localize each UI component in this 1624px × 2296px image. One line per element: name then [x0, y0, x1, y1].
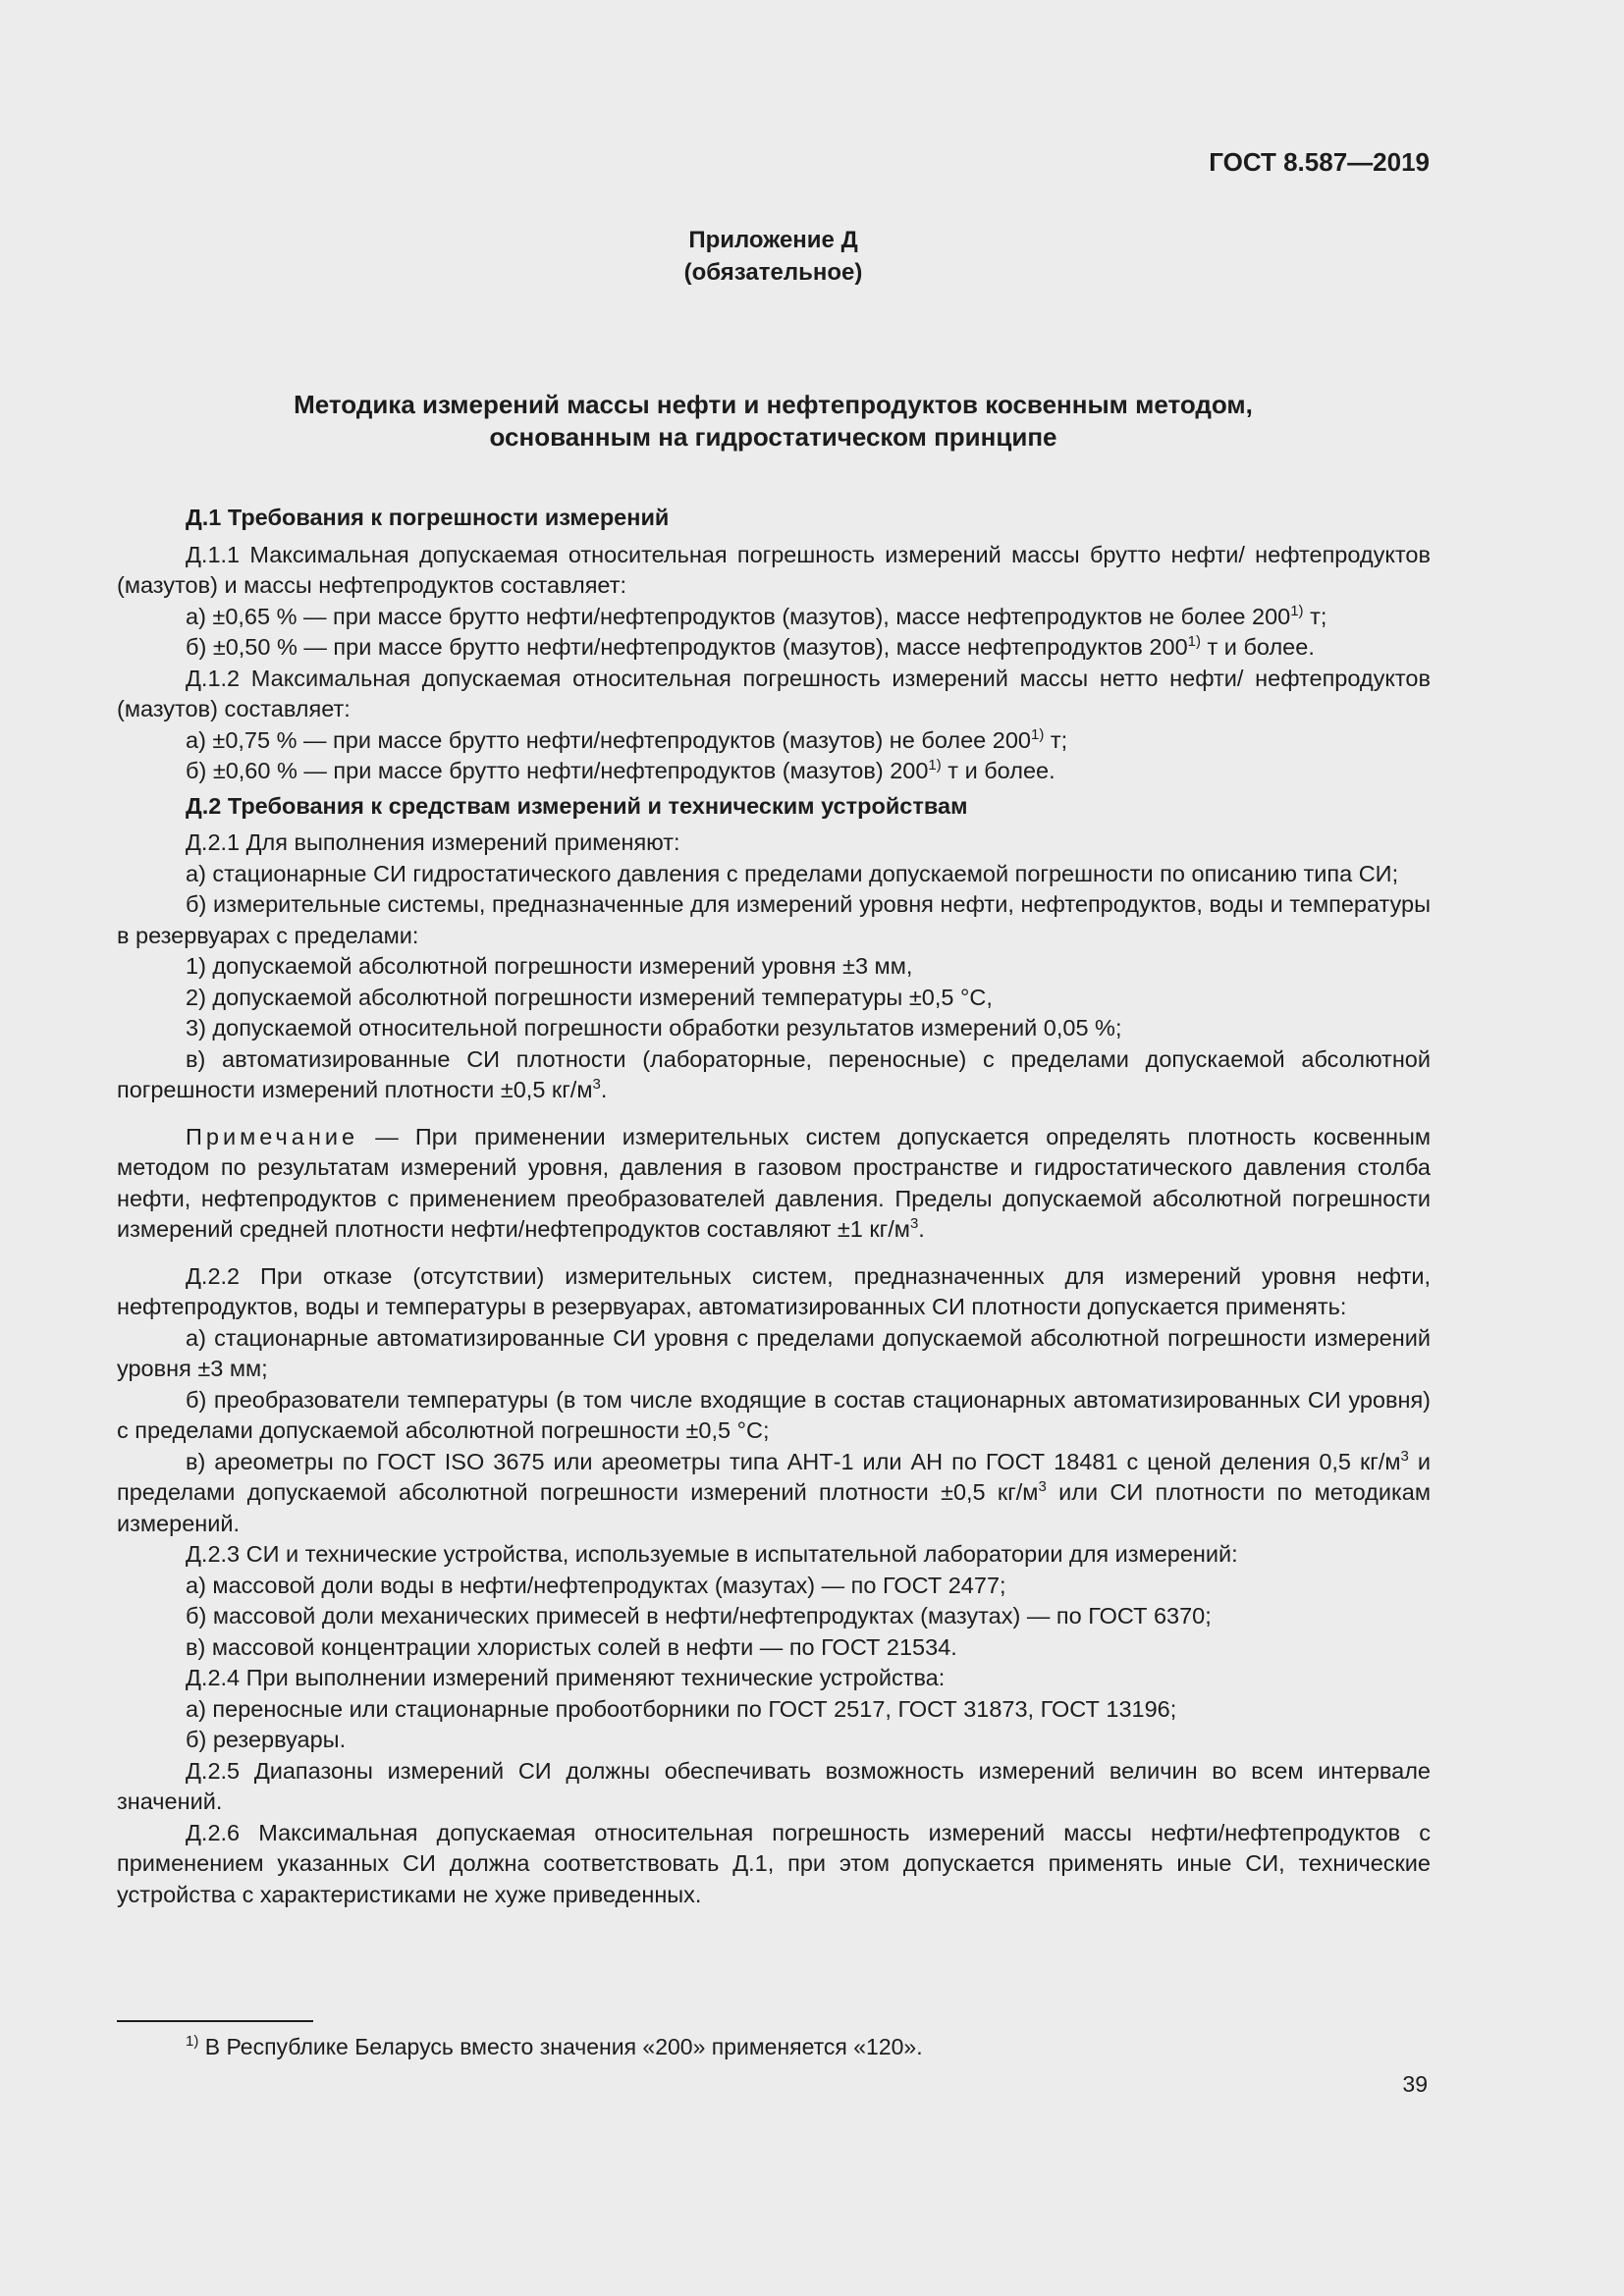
list-item-d221b: б) измерительные системы, предназначенные для измерений уровня нефти, нефтепродуктов, воды и температуры в резервуарах с пределами: [117, 891, 1431, 948]
paragraph-d225: Д.2.5 Диапазоны измерений СИ должны обеспечивать возможность измерений величин во всем интервале значений. [117, 1757, 1431, 1814]
list-item-d223a: а) массовой доли воды в нефти/нефтепродуктах (мазутах) — по ГОСТ 2477; [186, 1572, 1006, 1598]
note-paragraph: Примечание — При применении измерительных систем допускается определять плотность косвенным методом по результатам измерений уровня, давления в газовом пространстве и гидростатического давления столба нефти, нефтепродуктов с применением преобразователей давления. Пределы допускаемой абсолютной погрешности измерений средней плотности нефти/нефтепродуктов составляют ±1 $кг/м^3$. [117, 1123, 1431, 1242]
note-label: Примечание [186, 1123, 359, 1149]
paragraph-d224: Д.2.4 При выполнении измерений применяют технические устройства: [186, 1665, 946, 1690]
footnote-text: В Республике Беларусь вместо значения «200» применяется «120». [198, 2034, 923, 2059]
paragraph-d221: Д.2.1 Для выполнения измерений применяют: [186, 829, 680, 855]
paragraph-d111: Д.1.1 Максимальная допускаемая относительная погрешность измерений массы брутто нефти/ нефтепродуктов (мазутов) и массы нефтепродуктов составляет: [117, 541, 1431, 598]
paragraph-d226: Д.2.6 Максимальная допускаемая относительная погрешность измерений массы нефти/нефтепродуктов с применением указанных СИ должна соответствовать Д.1, при этом допускается применять иные СИ, технические устройства с характеристиками не хуже приведенных. [117, 1819, 1431, 1907]
page-number: 39 [1402, 2071, 1428, 2097]
document-title-line2: основанным на гидростатическом принципе [489, 422, 1057, 452]
appendix-title: Приложение Д [688, 227, 858, 253]
list-item-d222a: а) стационарные автоматизированные СИ уровня с пределами допускаемой абсолютной погрешности измерений уровня ±3 мм; [117, 1324, 1431, 1381]
paragraph-d222: Д.2.2 При отказе (отсутствии) измерительных систем, предназначенных для измерений уровня нефти, нефтепродуктов, воды и температуры в резервуарах, автоматизированных СИ плотности допускается применять: [117, 1262, 1431, 1319]
list-item-d221v: в) автоматизированные СИ плотности (лабораторные, переносные) с пределами допускаемой абсолютной погрешности измерений плотности ±0,5 $кг/м^3$. [117, 1045, 1431, 1102]
list-item-d222b: б) преобразователи температуры (в том числе входящие в состав стационарных автоматизированных СИ уровня) с пределами допускаемой абсолютной погрешности ±0,5 °С; [117, 1386, 1431, 1443]
paragraph-d112: Д.1.2 Максимальная допускаемая относительная погрешность измерений массы нетто нефти/ нефтепродуктов (мазутов) составляет: [117, 665, 1431, 721]
list-item-d112b: б) ±0,60 % — при массе брутто нефти/нефтепродуктов (мазутов) 200$^{1)}$ т и более. [186, 757, 1056, 783]
paragraph-d223: Д.2.3 СИ и технические устройства, используемые в испытательной лаборатории для измерений: [186, 1541, 1238, 1567]
footnote-ref: 1) [1187, 633, 1201, 650]
list-item-d224a: а) переносные или стационарные пробоотборники по ГОСТ 2517, ГОСТ 31873, ГОСТ 13196; [186, 1695, 1177, 1722]
list-item-d111a: а) ±0,65 % — при массе брутто нефти/нефтепродуктов (мазутов), массе нефтепродуктов не более 200$^{1)}$ т; [186, 602, 1327, 629]
list-item-d224b: б) резервуары. [186, 1727, 347, 1752]
footnote [186, 2032, 923, 2062]
list-item-d221a: а) стационарные СИ гидростатического давления с пределами допускаемой погрешности по описанию типа СИ; [186, 860, 1399, 886]
footnote-ref: 1) [928, 757, 942, 774]
appendix-type: (обязательное) [683, 259, 863, 286]
document-title-line1: Методика измерений массы нефти и нефтепродуктов косвенным методом, [294, 390, 1253, 419]
list-item-d223v: в) массовой концентрации хлористых солей в нефти — по ГОСТ 21534. [186, 1633, 957, 1660]
footnote-ref: 1) [1290, 602, 1304, 619]
list-item-d111b: б) ±0,50 % — при массе брутто нефти/нефтепродуктов (мазутов), массе нефтепродуктов 200$^{1)}$ т и более. [186, 633, 1315, 660]
document-title [0, 389, 1546, 454]
footnote-mark: 1) [186, 2033, 199, 2050]
footnote-ref: 1) [1031, 725, 1045, 743]
list-item-d222v: в) ареометры по ГОСТ ISO 3675 или ареометры типа АНТ-1 или АН по ГОСТ 18481 с ценой деления 0,5 $кг/м^3$ и пределами допускаемой абсолютной погрешности измерений плотности ±0,5 $кг/м^3$ или СИ плотности по методикам измерений. [117, 1447, 1432, 1536]
standard-number: ГОСТ 8.587—2019 [1209, 147, 1430, 177]
appendix-heading [0, 224, 1546, 289]
document-body [117, 499, 1431, 1910]
list-item-d223b: б) массовой доли механических примесей в нефти/нефтепродуктах (мазутах) — по ГОСТ 6370; [186, 1603, 1212, 1629]
list-item-d221b1: 1) допускаемой абсолютной погрешности измерений уровня ±3 мм, [186, 953, 913, 979]
section-heading-d2: Д.2 Требования к средствам измерений и техническим устройствам [186, 792, 968, 819]
list-item-d221b3: 3) допускаемой относительной погрешности обработки результатов измерений 0,05 %; [186, 1015, 1122, 1041]
list-item-d112a: а) ±0,75 % — при массе брутто нефти/нефтепродуктов (мазутов) не более 200$^{1)}$ т; [186, 725, 1068, 753]
section-heading-d1: Д.1 Требования к погрешности измерений [186, 505, 670, 530]
list-item-d221b2: 2) допускаемой абсолютной погрешности измерений температуры ±0,5 °С, [186, 984, 993, 1010]
footnote-divider [117, 2020, 313, 2022]
